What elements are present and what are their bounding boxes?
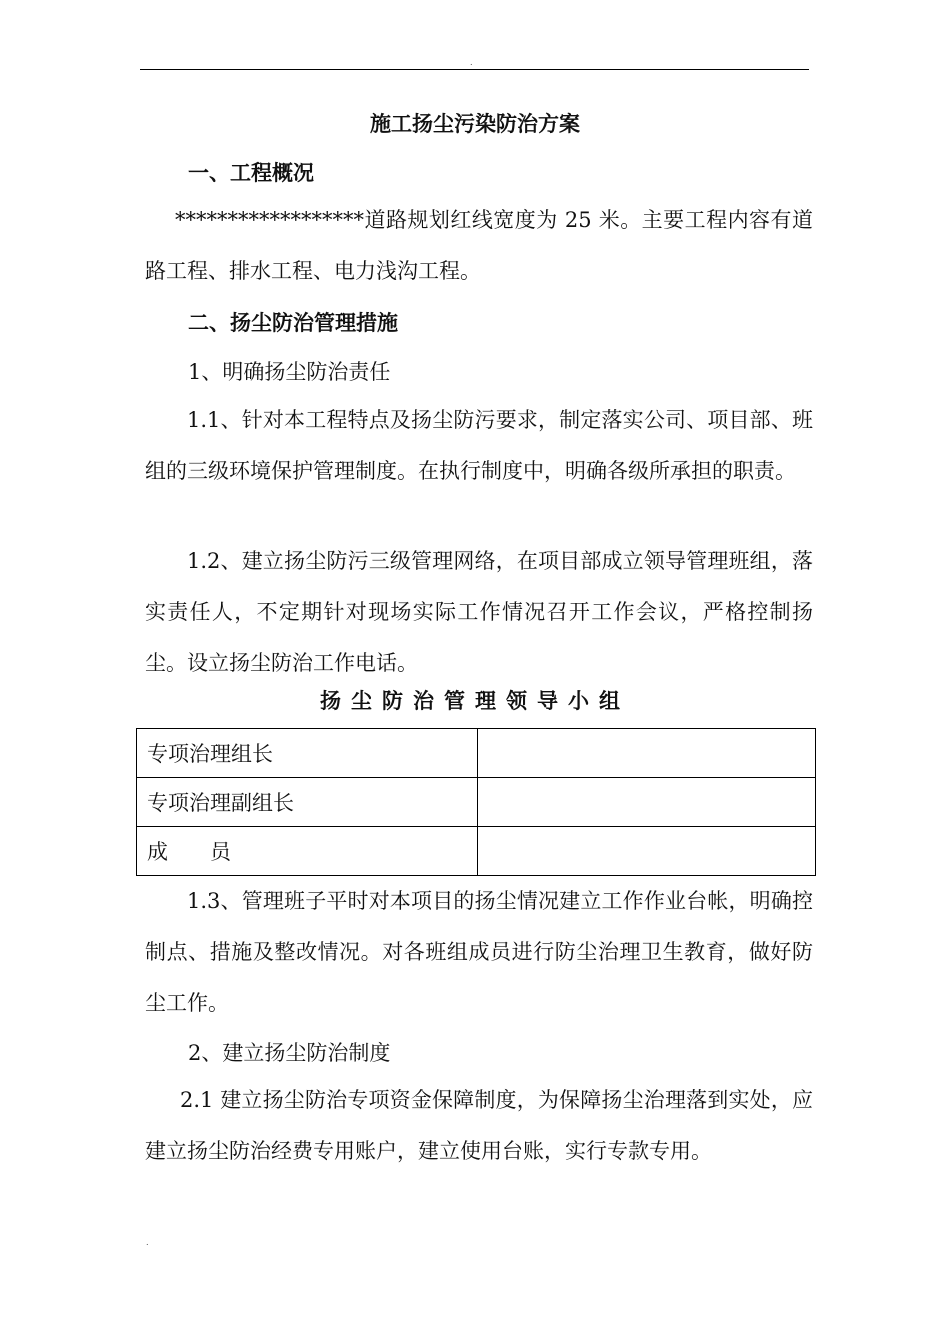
- table-row: [137, 729, 816, 778]
- table-title: 扬尘防治管理领导小组: [320, 688, 630, 713]
- table-cell-label: 成 员: [137, 827, 478, 876]
- subheading-system: 2、建立扬尘防治制度: [188, 1041, 391, 1065]
- section-heading-measures: 二、扬尘防治管理措施: [188, 310, 398, 335]
- table-cell-label: 专项治理组长: [137, 729, 478, 778]
- table-cell-label: 专项治理副组长: [137, 778, 478, 827]
- table-row: [137, 778, 816, 827]
- table-row: [137, 827, 816, 876]
- paragraph-2-1: 2.1 建立扬尘防治专项资金保障制度，为保障扬尘治理落到实处，应建立扬尘防治经费专用账户，建立使用台账，实行专款专用。: [145, 1088, 813, 1163]
- table-cell-value: [478, 827, 816, 876]
- paragraph-1-2: 1.2、建立扬尘防污三级管理网络，在项目部成立领导管理班组，落实责任人，不定期针对现场实际工作情况召开工作会议，严格控制扬尘。设立扬尘防治工作电话。: [145, 549, 813, 675]
- footer-mark: .: [146, 1238, 149, 1247]
- table-cell-value: [478, 778, 816, 827]
- paragraph-1-1: 1.1、针对本工程特点及扬尘防污要求，制定落实公司、项目部、班组的三级环境保护管理制度。在执行制度中，明确各级所承担的职责。: [145, 408, 813, 483]
- header-mark: .: [470, 58, 473, 67]
- subheading-responsibility: 1、明确扬尘防治责任: [188, 360, 391, 384]
- overview-paragraph: ******************道路规划红线宽度为 25 米。主要工程内容有道路工程、排水工程、电力浅沟工程。: [145, 208, 813, 283]
- section-heading-overview: 一、工程概况: [188, 160, 314, 185]
- header-rule: [140, 69, 809, 70]
- leadership-table: [136, 728, 816, 876]
- document-title: 施工扬尘污染防治方案: [370, 111, 580, 136]
- paragraph-1-3: 1.3、管理班子平时对本项目的扬尘情况建立工作作业台帐，明确控制点、措施及整改情况。对各班组成员进行防尘治理卫生教育，做好防尘工作。: [145, 889, 813, 1015]
- table-cell-value: [478, 729, 816, 778]
